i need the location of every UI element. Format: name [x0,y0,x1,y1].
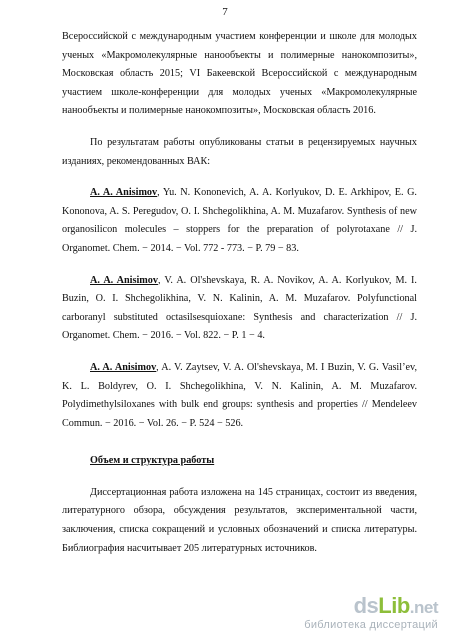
section-heading-paragraph [62,452,417,471]
section-text-paragraph: Диссертационная работа изложена на 145 страницах, состоит из введения, литературного обзора, обсуждения результатов, экспериментальной части, заключения, списка сокращений и условных обозначений и списка литературы. Библиография насчитывает 205 литературных источников. [62,486,417,554]
publications-intro-paragraph: По результатам работы опубликованы статьи в рецензируемых научных изданиях, рекомендованных ВАК: [62,136,417,167]
publication-citation: , V. A. Ol'shevskaya, R. A. Novikov, A. A. Korlyukov, M. I. Buzin, O. I. Shchegolikhina, V. N. Kalinin, A. M. Muzafarov. Polyfunctional carboranyl substituted octasilsesquioxane: Synthesis and characterization // J. Organomet. Chem. − 2016. − Vol. 822. − P. 1 − 4. [62,274,417,342]
section-heading: Объем и структура работы [90,455,215,467]
publication-citation: , Yu. N. Kononevich, A. A. Korlyukov, D. E. Arkhipov, E. G. Kononova, A. S. Peregudov, O. I. Shchegolikhina, A. M. Muzafarov. Synthesis of new organosilicon molecules – stoppers for the preparation of polyrotaxane // J. Organomet. Chem. − 2014. − Vol. 772 - 773. − P. 79 − 83. [62,187,417,254]
publication-item [62,359,417,433]
publication-author: A. A. Anisimov [90,361,157,373]
publication-item [62,184,417,258]
watermark [304,595,438,631]
publication-author: A. A. Anisimov [90,187,158,199]
watermark-subtitle: библиотека диссертаций [304,619,438,631]
page-number: 7 [222,6,228,18]
watermark-logo: dsLib.net [353,593,438,618]
intro-continuation-paragraph: Всероссийской с международным участием конференции и школе для молодых ученых «Макромолекулярные нанообъекты и полимерные нанокомпозиты», Московская область 2015; VI Бакеевской Всероссийской с международным участием школе-конференции для молодых ученых «Макромолекулярные нанообъекты и полимерные нанокомпозиты», Московская область 2016. [62,31,417,117]
publication-citation: , A. V. Zaytsev, V. A. Ol'shevskaya, M. I Buzin, V. G. Vasil’ev, K. L. Boldyrev, O. I. Shchegolikhina, V. N. Kalinin, A. M. Muzafarov. Polydimethylsiloxanes with bulk end groups: synthesis and properties // Mendeleev Commun. − 2016. − Vol. 26. − P. 524 − 526. [62,361,417,429]
document-body [62,28,417,558]
publication-item [62,272,417,346]
publication-author: A. A. Anisimov [90,274,158,286]
